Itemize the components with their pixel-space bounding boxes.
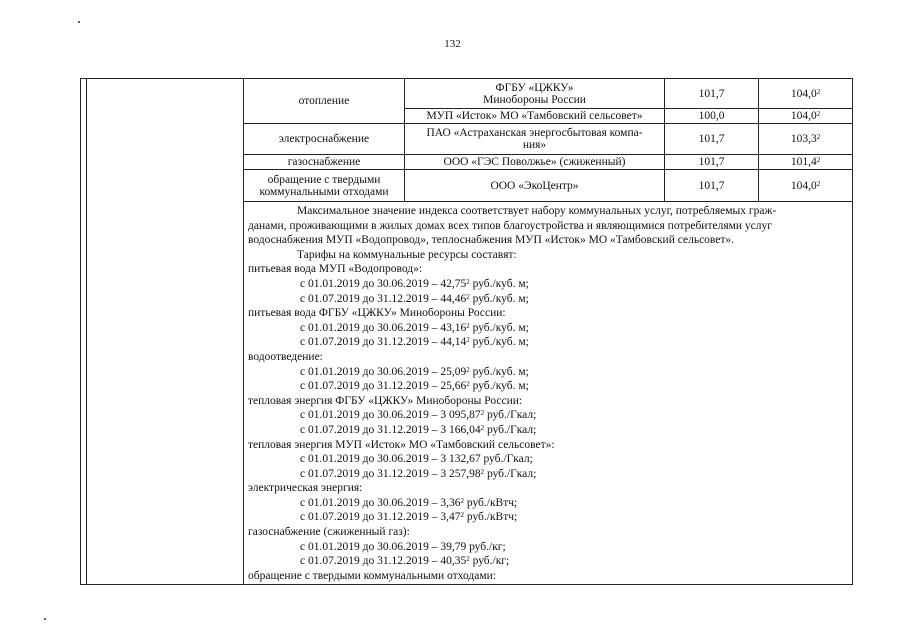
tariff-line: с 01.01.2019 до 30.06.2019 – 3,36$^2$ руб./кВтч;: [300, 496, 518, 509]
index-max-cell: [759, 155, 852, 169]
table-row-divider: [243, 201, 853, 202]
index-paragraph-line: данами, проживающими в жилых домах всех типов благоустройства и являющимися потребителями услуг: [248, 219, 772, 232]
tariff-line: с 01.07.2019 до 31.12.2019 – 3 166,04$^2$ руб./Гкал;: [300, 423, 537, 436]
index-min-cell: [665, 170, 758, 201]
tariff-heading: тепловая энергия МУП «Исток» МО «Тамбовский сельсовет»:: [248, 438, 555, 451]
tariff-line: с 01.01.2019 до 30.06.2019 – 3 132,67 руб./Гкал;: [300, 453, 533, 466]
table-col-divider: [86, 78, 87, 585]
tariff-heading: электрическая энергия:: [248, 482, 363, 495]
index-min-cell: [665, 124, 758, 154]
service-label: обращение с твердыми: [267, 173, 381, 186]
index-max-value: 104,0$^2$: [790, 110, 821, 122]
provider-cell: [405, 79, 664, 108]
tariff-line: с 01.07.2019 до 31.12.2019 – 44,14$^2$ руб./куб. м;: [300, 336, 529, 349]
scan-speck: [78, 21, 80, 23]
tariff-text-block: [248, 204, 848, 583]
index-max-cell: [759, 124, 852, 154]
provider-line: Минобороны России: [483, 93, 586, 106]
tariff-line: с 01.07.2019 до 31.12.2019 – 3,47$^2$ руб./кВтч;: [300, 511, 518, 524]
tariff-heading: питьевая вода ФГБУ «ЦЖКУ» Минобороны России:: [248, 307, 506, 320]
tariff-heading: водоотведение:: [248, 350, 323, 363]
index-min-value: 100,0: [698, 110, 725, 122]
service-cell: [244, 79, 404, 123]
tariff-heading: обращение с твердыми коммунальными отходами:: [248, 569, 496, 582]
tariff-heading: тепловая энергия ФГБУ «ЦЖКУ» Минобороны России:: [248, 394, 523, 407]
index-min-value: 101,7: [698, 179, 725, 192]
index-max-value: 101,4$^2$: [790, 156, 821, 168]
tariff-line: с 01.01.2019 до 30.06.2019 – 39,79 руб./кг;: [300, 540, 506, 553]
service-cell: [244, 170, 404, 201]
provider-line: ФГБУ «ЦЖКУ»: [495, 81, 574, 94]
tariff-line: с 01.01.2019 до 30.06.2019 – 3 095,87$^2$ руб./Гкал;: [300, 409, 537, 422]
provider-cell: [405, 124, 664, 154]
index-min-cell: [665, 155, 758, 169]
index-min-value: 101,7: [698, 133, 725, 145]
index-max-value: 104,0$^2$: [790, 87, 821, 100]
index-max-value: 103,3$^2$: [790, 133, 821, 145]
provider-line: ния»: [522, 139, 547, 151]
service-label: отопление: [298, 95, 350, 107]
index-max-cell: [759, 79, 852, 108]
table-border-left: [80, 78, 81, 585]
service-cell: [244, 124, 404, 154]
provider-cell: [405, 155, 664, 169]
service-label: электроснабжение: [278, 133, 370, 145]
index-min-cell: [665, 79, 758, 108]
index-min-cell: [665, 109, 758, 123]
provider-line: ООО «ЭкоЦентр»: [490, 179, 579, 192]
index-paragraph-line: Максимальное значение индекса соответствует набору коммунальных услуг, потребляемых граж-: [297, 205, 777, 217]
index-max-value: 104,0$^2$: [790, 179, 821, 192]
service-label: коммунальными отходами: [259, 185, 389, 198]
index-max-cell: [759, 170, 852, 201]
tariff-line: с 01.01.2019 до 30.06.2019 – 43,16$^2$ руб./куб. м;: [300, 321, 529, 334]
service-label: газоснабжение: [287, 156, 361, 168]
tariff-line: с 01.01.2019 до 30.06.2019 – 42,75$^2$ руб./куб. м;: [300, 277, 529, 290]
index-min-value: 101,7: [698, 87, 725, 100]
provider-line: ООО «ГЭС Поволжье» (сжиженный): [443, 156, 626, 168]
tariff-line: с 01.01.2019 до 30.06.2019 – 25,09$^2$ руб./куб. м;: [300, 365, 529, 378]
provider-line: МУП «Исток» МО «Тамбовский сельсовет»: [426, 110, 643, 122]
index-paragraph-line: водоснабжения МУП «Водопровод», теплоснабжения МУП «Исток» МО «Тамбовский сельсовет».: [248, 234, 735, 247]
service-cell: [244, 155, 404, 169]
scan-speck: [44, 618, 46, 620]
page-number: 132: [444, 38, 461, 50]
provider-cell: [405, 170, 664, 201]
tariff-heading: газоснабжение (сжиженный газ):: [248, 526, 410, 539]
tariff-line: с 01.07.2019 до 31.12.2019 – 3 257,98$^2$ руб./Гкал;: [300, 467, 537, 480]
tariffs-intro: Тарифы на коммунальные ресурсы составят:: [297, 248, 517, 261]
tariff-line: с 01.07.2019 до 31.12.2019 – 40,35$^2$ руб./кг;: [300, 555, 510, 568]
table-border-bottom: [80, 584, 853, 585]
provider-cell: [405, 109, 664, 123]
provider-line: ПАО «Астраханская энергосбытовая компа-: [426, 127, 643, 139]
tariff-line: с 01.07.2019 до 31.12.2019 – 25,66$^2$ руб./куб. м;: [300, 380, 529, 393]
index-min-value: 101,7: [698, 156, 725, 168]
index-max-cell: [759, 109, 852, 123]
tariff-line: с 01.07.2019 до 31.12.2019 – 44,46$^2$ руб./куб. м;: [300, 292, 529, 305]
tariff-heading: питьевая вода МУП «Водопровод»:: [248, 263, 423, 276]
